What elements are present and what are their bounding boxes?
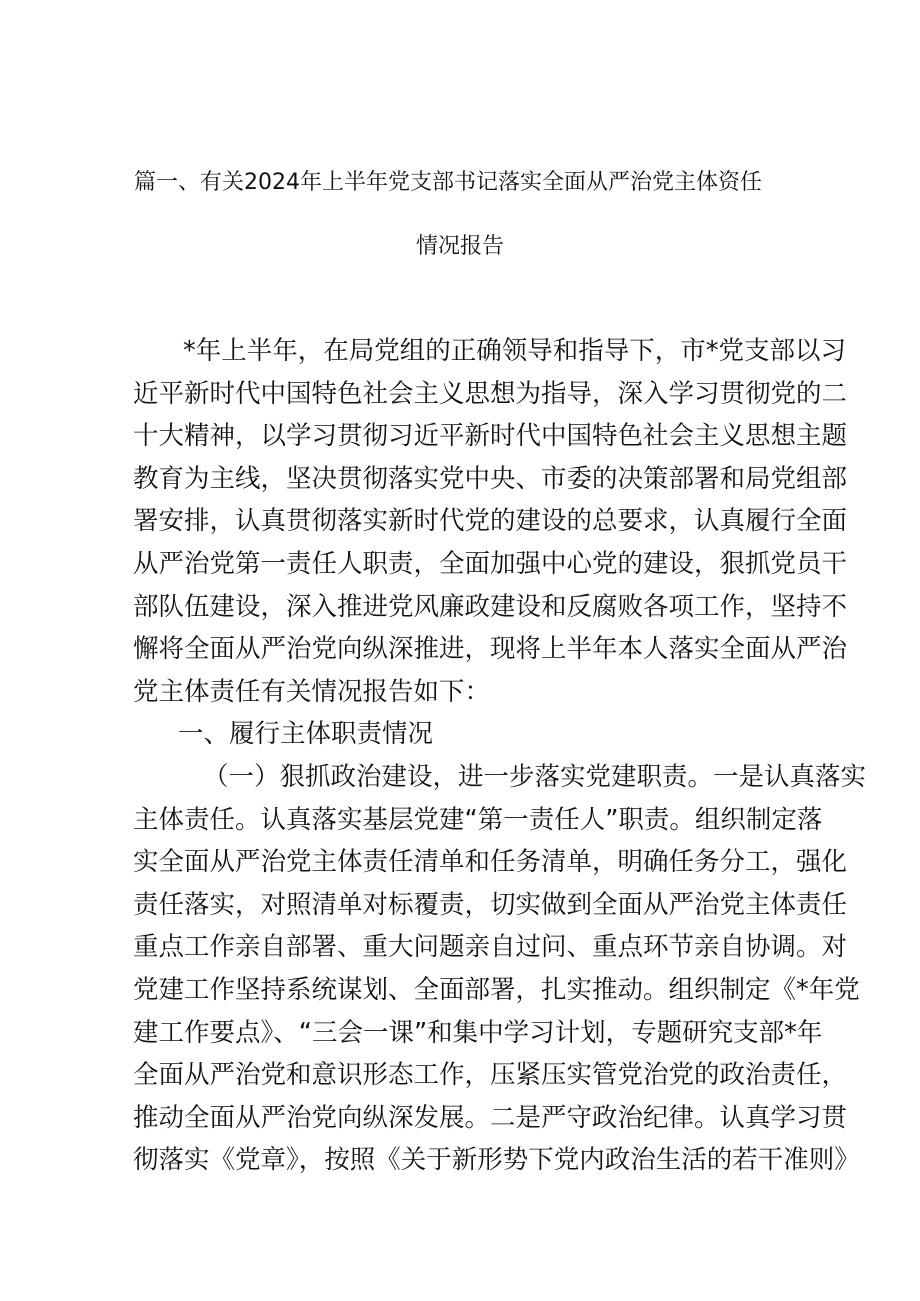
paragraph-line: 懈将全面从严治党向纵深推进，现将上半年本人落实全面从严治	[133, 634, 848, 665]
paragraph-line: 十大精神，以学习贯彻习近平新时代中国特色社会主义思想主题	[133, 421, 848, 452]
document-title-line-2: 情况报告	[415, 234, 504, 259]
paragraph-line: 实全面从严治党主体责任清单和任务清单，明确任务分工，强化	[133, 847, 848, 878]
paragraph-line: 教育为主线，坚决贯彻落实党中央、市委的决策部署和局党组部	[133, 463, 848, 494]
paragraph-line: 重点工作亲自部署、重大问题亲自过问、重点环节亲自协调。对	[133, 932, 848, 963]
paragraph-line: *年上半年，在局党组的正确领导和指导下，市*党支部以习	[183, 336, 847, 366]
paragraph-line: 建工作要点》、“三会一课”和集中学习计划，专题研究支部*年	[133, 1017, 823, 1048]
document-body	[133, 330, 867, 1182]
paragraph-line: 从严治党第一责任人职责，全面加强中心党的建设，狠抓党员干	[133, 548, 848, 579]
paragraph-line: 党主体责任有关情况报告如下：	[133, 676, 491, 707]
paragraph-line: 部队伍建设，深入推进党风廉政建设和反腐败各项工作，坚持不	[133, 591, 848, 622]
paragraph-line: 推动全面从严治党向纵深发展。二是严守政治纪律。认真学习贯	[133, 1102, 848, 1133]
paragraph-line: 责任落实，对照清单对标覆责，切实做到全面从严治党主体责任	[133, 889, 848, 920]
paragraph-line: 主体责任。认真落实基层党建“第一责任人”职责。组织制定落	[133, 804, 823, 835]
document-title-line-1: 篇一、有关2024年上半年党支部书记落实全面从严治党主体资任	[134, 170, 762, 195]
section-heading: 一、履行主体职责情况	[178, 719, 434, 750]
subsection-heading-line: （一）狠抓政治建设，进一步落实党建职责。一是认真落实	[203, 761, 867, 792]
paragraph-line: 近平新时代中国特色社会主义思想为指导，深入学习贯彻党的二	[133, 378, 848, 409]
paragraph-line: 全面从严治党和意识形态工作，压紧压实管党治党的政治责任，	[133, 1060, 848, 1091]
paragraph-line: 署安排，认真贯彻落实新时代党的建设的总要求，认真履行全面	[133, 506, 848, 537]
paragraph-line: 彻落实《党章》，按照《关于新形势下党内政治生活的若干准则》	[133, 1145, 860, 1176]
paragraph-line: 党建工作坚持系统谋划、全面部署，扎实推动。组织制定《*年党	[133, 974, 860, 1005]
